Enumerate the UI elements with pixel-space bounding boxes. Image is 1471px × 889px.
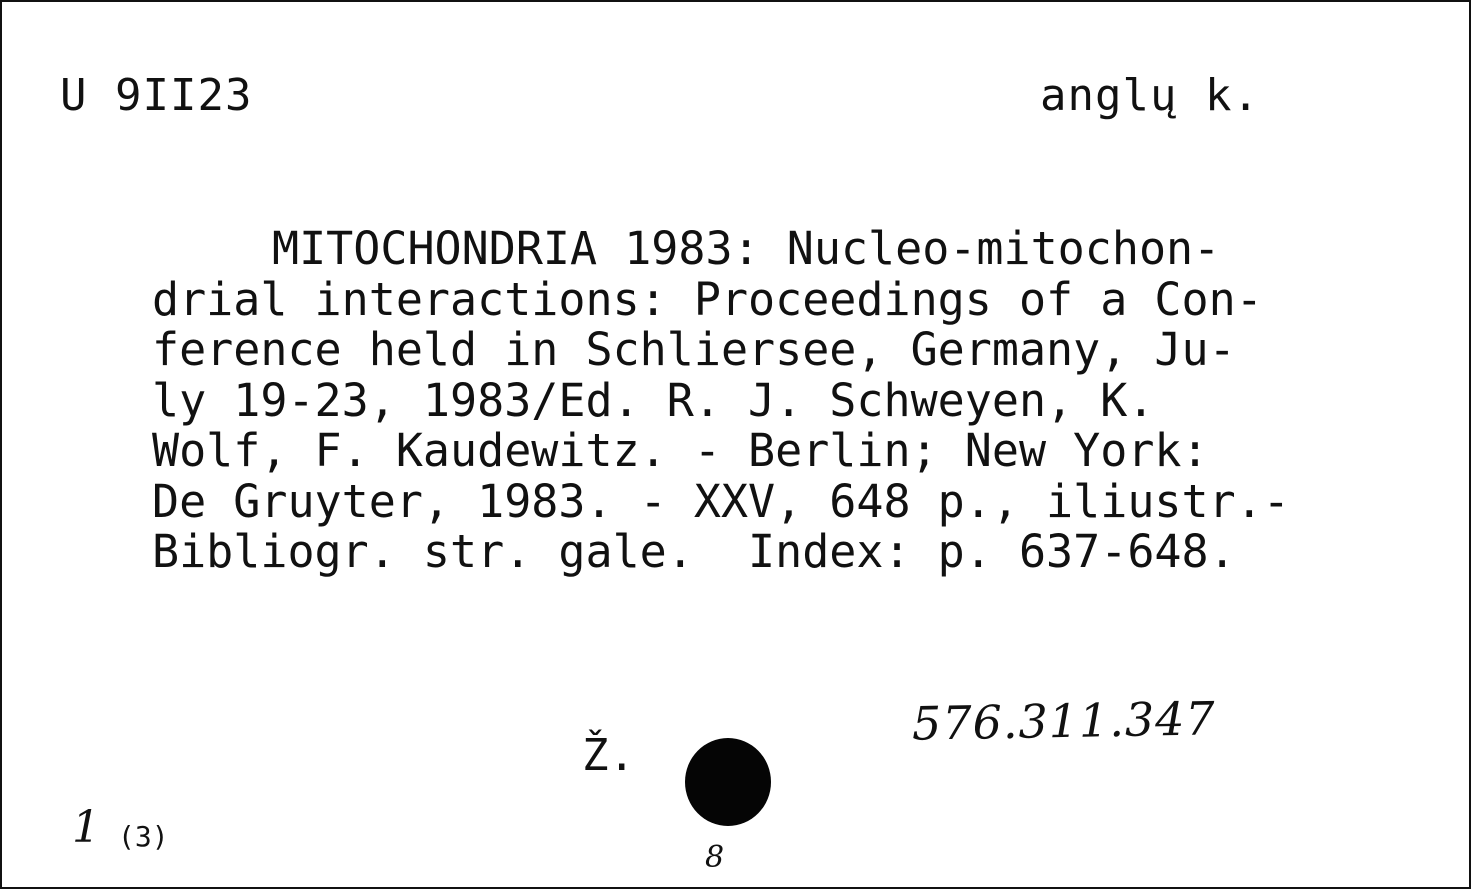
classification-number: 576.311.347: [911, 691, 1217, 751]
entry-line: Bibliogr. str. gale. Index: p. 637-648.: [152, 525, 1236, 578]
entry-line: ference held in Schliersee, Germany, Ju-: [152, 323, 1236, 376]
entry-line: Wolf, F. Kaudewitz. - Berlin; New York:: [152, 424, 1209, 477]
call-number: U 9II23: [60, 70, 253, 121]
entry-line: De Gruyter, 1983. - XXV, 648 p., iliustr.-: [152, 474, 1290, 528]
entry-line: MITOCHONDRIA 1983: Nucleo-mitochon-: [272, 222, 1221, 275]
entry-line: drial interactions: Proceedings of a Con-: [152, 272, 1263, 326]
bottom-number: 8: [705, 840, 725, 875]
entry-line: ly 19-23, 1983/Ed. R. J. Schweyen, K.: [152, 373, 1155, 427]
copy-count: 1: [72, 802, 100, 853]
bibliographic-entry: [152, 224, 1452, 578]
nationality-mark: Ž.: [582, 730, 635, 781]
language-note: anglų k.: [1040, 70, 1260, 121]
punch-hole: [685, 738, 771, 826]
copy-mark: (3): [118, 820, 169, 853]
